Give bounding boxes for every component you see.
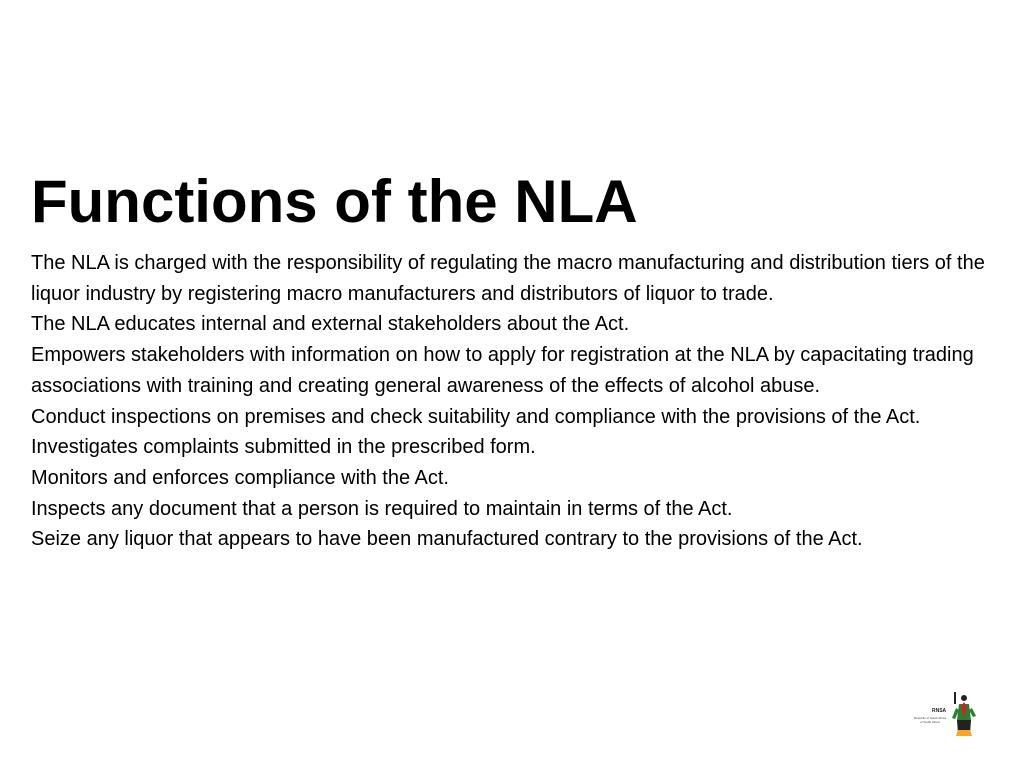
- body-paragraph-8: Seize any liquor that appears to have been manufactured contrary to the provisions of the Act.: [31, 528, 863, 551]
- logo-figure-icon: [952, 692, 976, 736]
- body-paragraph-4: Conduct inspections on premises and check suitability and compliance with the provisions of the Act.: [31, 405, 921, 428]
- logo-caption-line1: Republic of South Africa: [914, 716, 947, 720]
- logo-emblem-icon: [912, 690, 980, 738]
- slide-body: [31, 248, 997, 555]
- logo-acronym: RNSA: [932, 708, 947, 714]
- slide-title: Functions of the NLA: [31, 168, 638, 235]
- logo-caption-line2: of South Africa: [920, 720, 940, 724]
- body-paragraph-7: Inspects any document that a person is required to maintain in terms of the Act.: [31, 497, 733, 520]
- body-paragraph-5: Investigates complaints submitted in the prescribed form.: [31, 436, 536, 459]
- organization-logo: [912, 690, 980, 738]
- body-paragraph-3: Empowers stakeholders with information on how to apply for registration at the NLA by capacitating trading associations with training and creating general awareness of the effects of alcohol abuse.: [31, 344, 974, 397]
- body-paragraph-2: The NLA educates internal and external stakeholders about the Act.: [31, 313, 630, 336]
- body-paragraph-1: The NLA is charged with the responsibility of regulating the macro manufacturing and distribution tiers of the liquor industry by registering macro manufacturers and distributors of liquor to trade.: [31, 252, 985, 305]
- body-paragraph-6: Monitors and enforces compliance with the Act.: [31, 466, 449, 489]
